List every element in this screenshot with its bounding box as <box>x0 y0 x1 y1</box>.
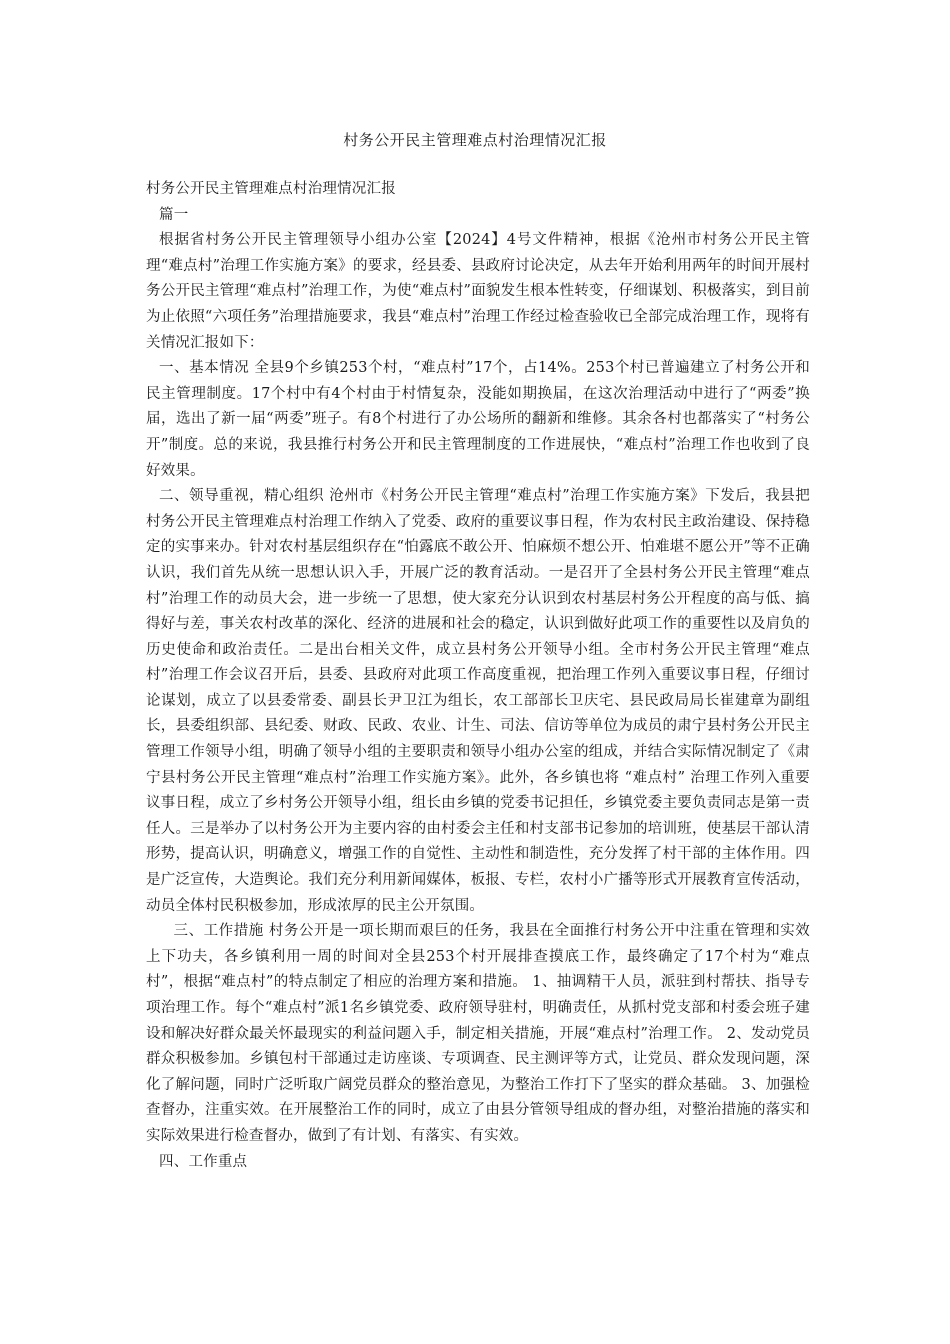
paragraph-measures: 三、工作措施 村务公开是一项长期而艰巨的任务，我县在全面推行村务公开中注重在管理和实效上下功夫，各乡镇利用一周的时间对全县253个村开展排查摸底工作，最终确定了17个村为“难点村”，根据“难点村”的特点制定了相应的治理方案和措施。 1、抽调精干人员，派驻到村帮扶、指导专项治理工作。每个“难点村”派1名乡镇党委、政府领导驻村，明确责任，从抓村党支部和村委会班子建设和解决好群众最关怀最现实的利益问题入手，制定相关措施，开展“难点村”治理工作。 2、发动党员群众积极参加。乡镇包村干部通过走访座谈、专项调查、民主测评等方式，让党员、群众发现问题，深化了解问题，同时广泛听取广阔党员群众的整治意见，为整治工作打下了坚实的群众基础。 3、加强检查督办，注重实效。在开展整治工作的同时，成立了由县分管领导组成的督办组，对整治措施的落实和实际效果进行检查督办，做到了有计划、有落实、有实效。 <box>146 923 810 1144</box>
document-subtitle: 村务公开民主管理难点村治理情况汇报 <box>146 181 396 197</box>
document-title: 村务公开民主管理难点村治理情况汇报 <box>343 131 607 149</box>
document-body <box>146 177 810 1175</box>
paragraph-leadership: 二、领导重视，精心组织 沧州市《村务公开民主管理“难点村”治理工作实施方案》下发后，我县把村务公开民主管理难点村治理工作纳入了党委、政府的重要议事日程，作为农村民主政治建设、保持稳定的实事来办。针对农村基层组织存在“怕露底不敢公开、怕麻烦不想公开、怕难堪不愿公开”等不正确认识，我们首先从统一思想认识入手，开展广泛的教育活动。一是召开了全县村务公开民主管理“难点村”治理工作的动员大会，进一步统一了思想，使大家充分认识到农村基层村务公开程度的高与低、搞得好与差，事关农村改革的深化、经济的进展和社会的稳定，认识到做好此项工作的重要性以及肩负的历史使命和政治责任。二是出台相关文件，成立县村务公开领导小组。全市村务公开民主管理“难点村”治理工作会议召开后，县委、县政府对此项工作高度重视，把治理工作列入重要议事日程，仔细讨论谋划，成立了以县委常委、副县长尹卫江为组长，农工部部长卫庆宅、县民政局局长崔建章为副组长，县委组织部、县纪委、财政、民政、农业、计生、司法、信访等单位为成员的肃宁县村务公开民主管理工作领导小组，明确了领导小组的主要职责和领导小组办公室的组成，并结合实际情况制定了《肃宁县村务公开民主管理“难点村”治理工作实施方案》。此外，各乡镇也将 “难点村” 治理工作列入重要议事日程，成立了乡村务公开领导小组，组长由乡镇的党委书记担任，乡镇党委主要负责同志是第一责任人。三是举办了以村务公开为主要内容的由村委会主任和村支部书记参加的培训班，使基层干部认清形势，提高认识，明确意义，增强工作的自觉性、主动性和制造性，充分发挥了村干部的主体作用。四是广泛宣传，大造舆论。我们充分利用新闻媒体，板报、专栏，农村小广播等形式开展教育宣传活动，动员全体村民积极参加，形成浓厚的民主公开氛围。 <box>146 488 810 914</box>
paragraph-basic-situation: 一、基本情况 全县9个乡镇253个村，“难点村”17个，占14%。253个村已普遍建立了村务公开和民主管理制度。17个村中有4个村由于村情复杂，没能如期换届，在这次治理活动中进行了“两委”换届，选出了新一届“两委”班子。有8个村进行了办公场所的翻新和维修。其余各村也都落实了“村务公开”制度。总的来说，我县推行村务公开和民主管理制度的工作进展快，“难点村”治理工作也收到了良好效果。 <box>146 360 810 479</box>
paragraph-intro: 根据省村务公开民主管理领导小组办公室【2024】4号文件精神，根据《沧州市村务公开民主管理“难点村”治理工作实施方案》的要求，经县委、县政府讨论决定，从去年开始利用两年的时间开展村务公开民主管理“难点村”治理工作，为使“难点村”面貌发生根本性转变，仔细谋划、积极落实，到目前为止依照“六项任务”治理措施要求，我县“难点村”治理工作经过检查验收已全部完成治理工作，现将有关情况汇报如下： <box>146 232 810 351</box>
paragraph-work-focus: 四、工作重点 <box>159 1153 248 1170</box>
section-label: 篇一 <box>159 206 189 223</box>
